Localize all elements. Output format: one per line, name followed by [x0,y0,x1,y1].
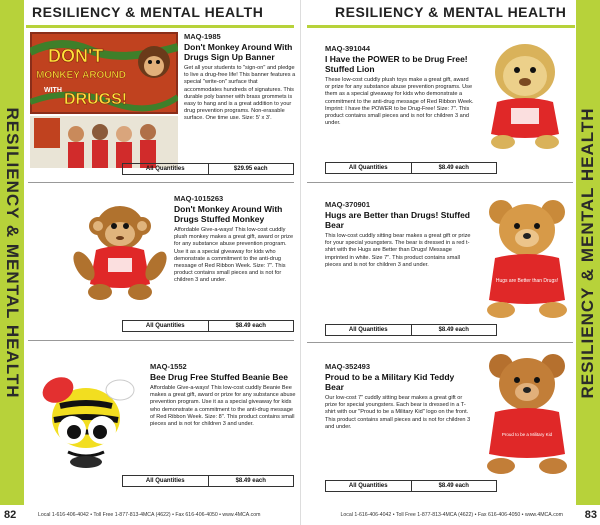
product-bee [150,362,296,428]
product-lion [325,44,475,127]
side-label-right: RESILIENCY & MENTAL HEALTH [578,106,597,399]
qty-label: All Quantities [326,481,412,491]
qty-label: All Quantities [123,321,209,331]
price-value: $8.49 each [438,165,469,171]
price-value: $8.49 each [438,327,469,333]
side-label-left: RESILIENCY & MENTAL HEALTH [3,106,22,399]
product-title: Don't Monkey Around With Drugs Sign Up Banner [184,42,293,62]
shirt-print: Hugs are Better than Drugs! [495,278,559,284]
product-description: This low-cost cuddly sitting bear makes a great gift or prize for your special youngsters. The bear is dressed in a red t-shirt with the Hugs are Better than Drugs! Message imprinted in white. Size 7". This product contains small pieces and is not for children 3 and under. [325,233,471,268]
product-description: Get all your students to "sign-on" and pledge to live a drug-free life! This banner features a special "write-on" surface that accommodates hundreds of signatures. This durable poly banner with brass grommets is easy to hang and is a great addition to your drug prevention programs. Non-erasable surface. One time use. Size: 5' x 3'. [184,65,296,122]
product-title: I Have the POWER to be Drug Free! Stuffed Lion [325,54,468,74]
footer-left [0,505,300,525]
product-banner [184,32,296,123]
footer-contact: Local 1-616-406-4042 • Toll Free 1-877-813-4MCA (4622) • Fax 616-406-4050 • www.4MCA.com [340,512,563,518]
price-row-monkey [122,320,294,332]
section-header-right: RESILIENCY & MENTAL HEALTH [335,4,567,20]
qty-label: All Quantities [326,163,412,173]
price-row-bee [122,475,294,487]
shirt-print: Proud to be a Military Kid [501,432,553,437]
price-value: $8.49 each [235,323,266,329]
price-value: $8.49 each [235,478,266,484]
price-row-banner [122,163,294,175]
banner-text-monkey: MONKEY AROUND [36,70,127,81]
price-value: $29.95 each [233,166,268,172]
section-header-left: RESILIENCY & MENTAL HEALTH [32,4,264,20]
divider-2 [28,340,294,341]
product-description: Affordable Give-a-ways! This low-cost cuddly Beanie Bee makes a great gift, award or prize for any substance abuse prevention program. Use it as a special giveaway for kids who demonstrate a commitment to the anti-drug message of Red Ribbon Week. Size: 8". This product contains small pieces and is not for children 3 and under. [150,385,296,428]
product-sku: MAQ-1985 [184,32,221,41]
banner-text-drugs: DRUGS! [64,91,128,108]
product-sku: MAQ-1552 [150,362,187,371]
product-title: Hugs are Better than Drugs! Stuffed Bear [325,210,470,230]
military-bear-image [479,350,575,476]
product-military-bear [325,362,475,431]
product-description: Affordable Give-a-ways! This low-cost cuddly plush monkey makes a great gift, award or prize for any substance abuse prevention program. Use it as a special giveaway for kids who demonstrate a commitment to the anti-drug message of Red Ribbon Week. Size: 7". This product contains small pieces and is not for children 3 and under. [174,227,294,284]
banner-text-dont: DON'T [48,46,104,66]
right-page [300,0,600,525]
header-rule-right [307,25,575,28]
product-description: Our low-cost 7" cuddly sitting bear makes a great gift or prize for special youngsters. Each bear is dressed in a T-shirt with our "Proud to be a Military Kid" logo on the front. This product contains small pieces and is not for children 3 and under. [325,395,471,430]
product-title: Proud to be a Military Kid Teddy Bear [325,372,455,392]
product-monkey [174,194,296,285]
bee-image [32,360,142,470]
banner-text-with: WITH [44,87,62,94]
price-row-hugs-bear [325,324,497,336]
side-strip-right [576,0,600,505]
monkey-image [70,198,170,302]
product-title: Don't Monkey Around With Drugs Stuffed Monkey [174,204,283,224]
hugs-bear-image [479,196,575,320]
divider-1 [28,182,294,183]
price-value: $8.49 each [438,483,469,489]
qty-label: All Quantities [123,476,209,486]
product-hugs-bear [325,200,475,269]
product-title: Bee Drug Free Stuffed Beanie Bee [150,372,288,382]
page-number: 82 [4,509,17,521]
divider-4 [307,342,573,343]
price-row-lion [325,162,497,174]
qty-label: All Quantities [326,325,412,335]
footer-right [301,505,600,525]
qty-label: All Quantities [123,164,209,174]
banner-image [30,32,178,168]
page-number: 83 [584,509,597,521]
footer-contact: Local 1-616-406-4042 • Toll Free 1-877-813-4MCA (4622) • Fax 616-406-4050 • www.4MCA.com [38,512,261,518]
product-sku: MAQ-352493 [325,362,371,371]
product-sku: MAQ-391044 [325,44,371,53]
product-description: These low-cost cuddly plush toys make a great gift, award or prize for any substance abuse prevention programs. Use them as a special giveaway for kids who demonstrate a commitment to the anti-drug message of Red Ribbon Week. Imprint: I have the POWER to be Drug-Free! Size: 7". This product contains small pieces and is not for children 3 and under. [325,77,474,127]
divider-3 [307,182,573,183]
product-sku: MAQ-370901 [325,200,371,209]
lion-image [477,38,573,150]
product-sku: MAQ-1015263 [174,194,224,203]
side-strip-left [0,0,24,505]
price-row-military-bear [325,480,497,492]
header-rule-left [26,25,294,28]
